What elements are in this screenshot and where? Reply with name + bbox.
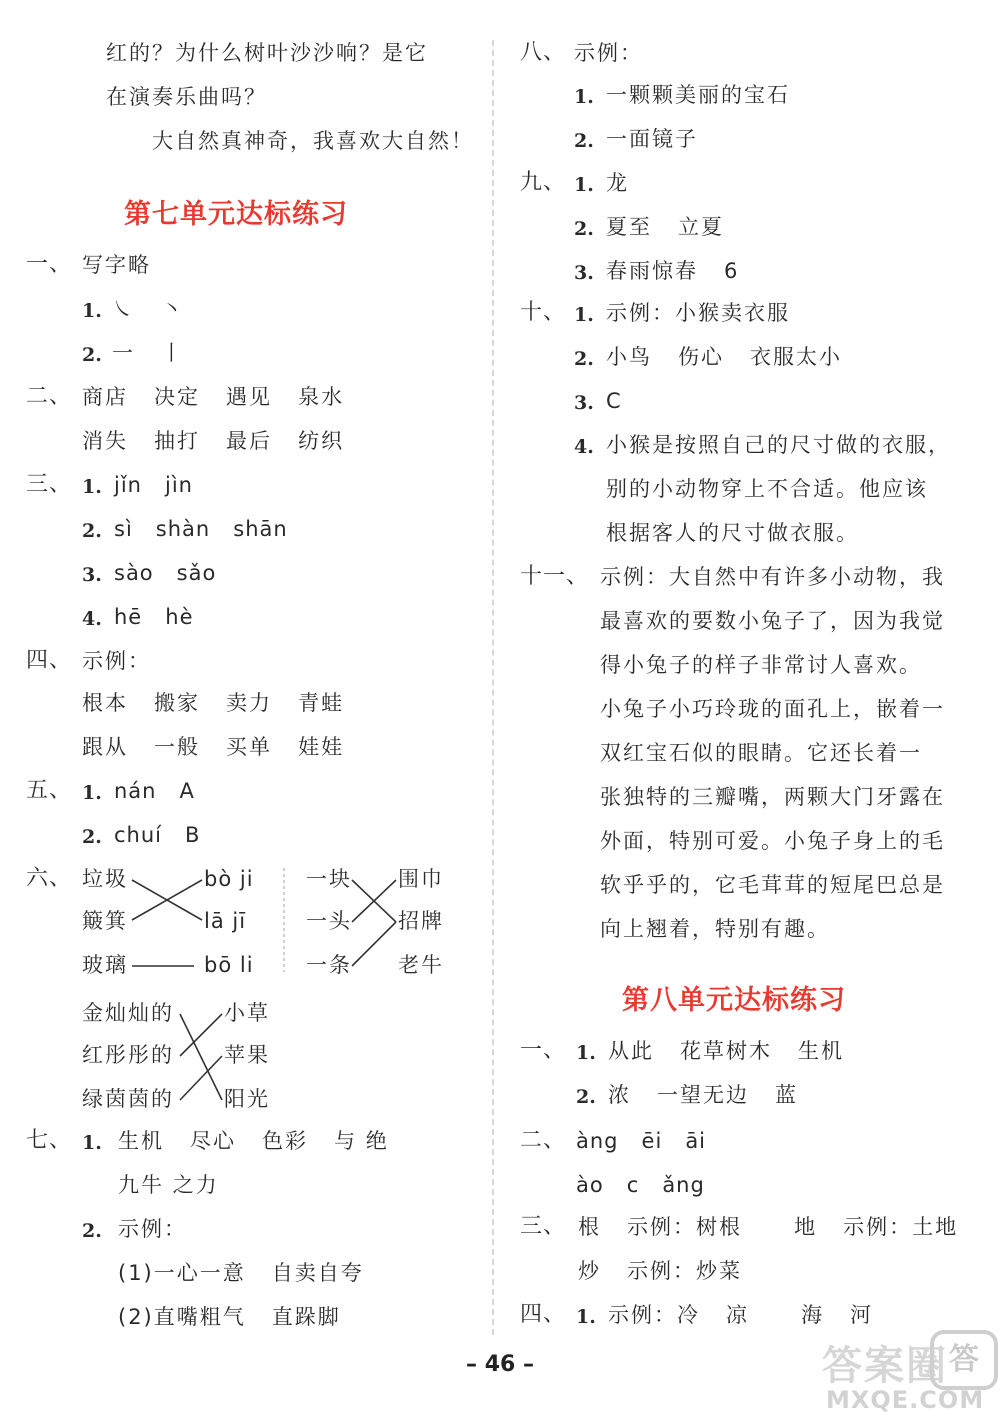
answer-text: 春雨惊春 6 bbox=[606, 259, 740, 283]
match-left-word: 垃圾 bbox=[82, 867, 128, 891]
match-line bbox=[352, 880, 396, 922]
match-right-pinyin: bō li bbox=[204, 953, 254, 977]
essay-line: 外面，特别可爱。小兔子身上的毛 bbox=[600, 829, 945, 853]
match-right-pinyin: bò ji bbox=[204, 867, 254, 891]
answer-text: 别的小动物穿上不合适。他应该 bbox=[606, 477, 928, 501]
pinyin-answer: àng ēi āi bbox=[576, 1129, 707, 1153]
item-number: 1. bbox=[82, 476, 102, 498]
section-mark: 五、 bbox=[26, 778, 73, 803]
item-number: 4. bbox=[82, 608, 102, 630]
answer-text: 根据客人的尺寸做衣服。 bbox=[606, 521, 859, 545]
section-mark: 十一、 bbox=[520, 564, 590, 589]
text-line: 红的？为什么树叶沙沙响？是它 bbox=[106, 41, 428, 65]
answer-text: ㇏ ㇔ bbox=[112, 297, 185, 321]
essay-line: 小兔子小巧玲珑的面孔上，嵌着一 bbox=[600, 697, 945, 721]
answer-text: 示例： bbox=[118, 1217, 187, 1241]
essay-line: 软乎乎的，它毛茸茸的短尾巴总是 bbox=[600, 873, 945, 897]
item-number: 1. bbox=[574, 86, 594, 108]
answer-text: 写字略 bbox=[82, 253, 151, 277]
section-mark: 三、 bbox=[520, 1214, 567, 1239]
answer-text: (2)直嘴粗气 直跺脚 bbox=[118, 1305, 341, 1329]
item-number: 1. bbox=[574, 304, 594, 326]
match-line bbox=[180, 1056, 222, 1100]
answer-text: 根 示例：树根 地 示例：土地 bbox=[578, 1215, 959, 1239]
item-number: 3. bbox=[82, 564, 102, 586]
answer-text: 生机 尽心 色彩 与 绝 bbox=[118, 1129, 389, 1153]
essay-line: 向上翘着，特别有趣。 bbox=[600, 917, 830, 941]
item-number: 1. bbox=[82, 300, 102, 322]
answer-text: (1)一心一意 自卖自夸 bbox=[118, 1261, 364, 1285]
item-number: 1. bbox=[576, 1042, 596, 1064]
item-number: 2. bbox=[82, 344, 102, 366]
answer-text: 跟从 一般 买单 娃娃 bbox=[82, 735, 345, 759]
essay-line: 张独特的三瓣嘴，两颗大门牙露在 bbox=[600, 785, 945, 809]
pinyin-answer: chuí B bbox=[114, 823, 201, 847]
item-number: 1. bbox=[82, 1132, 102, 1154]
watermark-brand: 答案圈 bbox=[822, 1343, 948, 1389]
item-number: 2. bbox=[82, 1220, 102, 1242]
answer-text: 示例： bbox=[82, 649, 151, 673]
column-divider bbox=[492, 40, 494, 1335]
item-number: 2. bbox=[574, 130, 594, 152]
pinyin-answer: hē hè bbox=[114, 605, 194, 629]
section-mark: 十、 bbox=[520, 300, 567, 325]
item-number: 2. bbox=[82, 520, 102, 542]
match-right-word: 阳光 bbox=[224, 1087, 270, 1111]
match-right-pinyin: lā jī bbox=[204, 909, 247, 933]
match-left-word: 金灿灿的 bbox=[82, 1001, 174, 1025]
answer-text: 小鸟 伤心 衣服太小 bbox=[606, 345, 843, 369]
answer-text: 根本 搬家 卖力 青蛙 bbox=[82, 691, 345, 715]
section-mark: 三、 bbox=[26, 472, 73, 497]
pinyin-answer: sào sǎo bbox=[114, 561, 217, 585]
item-number: 1. bbox=[576, 1306, 596, 1328]
item-number: 4. bbox=[574, 436, 594, 458]
page-number: – 46 – bbox=[466, 1352, 534, 1377]
match-left-word: 一头 bbox=[306, 909, 352, 933]
answer-text: 从此 花草树木 生机 bbox=[608, 1039, 845, 1063]
unit-title: 第七单元达标练习 bbox=[124, 199, 348, 230]
watermark-url: MXQE.COM bbox=[826, 1386, 985, 1414]
match-right-word: 苹果 bbox=[224, 1043, 270, 1067]
item-number: 2. bbox=[576, 1086, 596, 1108]
match-right-word: 围巾 bbox=[398, 867, 444, 891]
section-mark: 四、 bbox=[26, 648, 73, 673]
answer-text: 示例：小猴卖衣服 bbox=[606, 301, 790, 325]
match-left-word: 红彤彤的 bbox=[82, 1043, 174, 1067]
item-number: 1. bbox=[82, 782, 102, 804]
match-left-word: 一块 bbox=[306, 867, 352, 891]
item-number: 2. bbox=[574, 348, 594, 370]
essay-line: 示例：大自然中有许多小动物，我 bbox=[600, 565, 945, 589]
section-mark: 六、 bbox=[26, 866, 73, 891]
item-number: 1. bbox=[574, 174, 594, 196]
unit-title: 第八单元达标练习 bbox=[622, 985, 846, 1016]
match-line bbox=[132, 880, 202, 920]
answer-text: 夏至 立夏 bbox=[606, 215, 725, 239]
section-mark: 七、 bbox=[26, 1128, 73, 1153]
essay-line: 得小兔子的样子非常讨人喜欢。 bbox=[600, 653, 922, 677]
answer-text: 小猴是按照自己的尺寸做的衣服， bbox=[606, 433, 951, 457]
match-left-word: 绿茵茵的 bbox=[82, 1087, 174, 1111]
answer-text: 一 丨 bbox=[112, 341, 185, 365]
pinyin-answer: jǐn jìn bbox=[114, 473, 193, 497]
answer-text: 浓 一望无边 蓝 bbox=[608, 1083, 799, 1107]
item-number: 3. bbox=[574, 262, 594, 284]
section-mark: 二、 bbox=[520, 1128, 567, 1153]
pinyin-answer: ào c ǎng bbox=[576, 1173, 705, 1197]
answer-text: 示例：冷 凉 海 河 bbox=[608, 1303, 874, 1327]
answer-text: 消失 抽打 最后 纺织 bbox=[82, 429, 345, 453]
answer-text: 炒 示例：炒菜 bbox=[578, 1259, 743, 1283]
answer-text: 一面镜子 bbox=[606, 127, 698, 151]
item-number: 2. bbox=[574, 218, 594, 240]
match-line bbox=[352, 922, 396, 966]
item-number: 3. bbox=[574, 392, 594, 414]
match-left-word: 一条 bbox=[306, 953, 352, 977]
section-mark: 二、 bbox=[26, 384, 73, 409]
pinyin-answer: nán A bbox=[114, 779, 195, 803]
essay-line: 最喜欢的要数小兔子了，因为我觉 bbox=[600, 609, 945, 633]
match-left-word: 玻璃 bbox=[82, 953, 128, 977]
answer-text: 龙 bbox=[606, 171, 629, 195]
match-line bbox=[180, 1014, 222, 1056]
match-right-word: 招牌 bbox=[398, 909, 444, 933]
watermark-seal-icon: 答 bbox=[930, 1330, 998, 1390]
text-line: 大自然真神奇，我喜欢大自然！ bbox=[152, 129, 474, 153]
essay-line: 双红宝石似的眼睛。它还长着一 bbox=[600, 741, 922, 765]
answer-text: 示例： bbox=[574, 41, 643, 65]
answer-text: 一颗颗美丽的宝石 bbox=[606, 83, 790, 107]
section-mark: 一、 bbox=[520, 1038, 567, 1063]
match-left-word: 簸箕 bbox=[82, 909, 128, 933]
match-line bbox=[180, 1014, 222, 1100]
section-mark: 九、 bbox=[520, 170, 567, 195]
match-right-word: 老牛 bbox=[398, 953, 444, 977]
answer-text: 九牛 之力 bbox=[118, 1173, 219, 1197]
pinyin-answer: sì shàn shān bbox=[114, 517, 288, 541]
section-mark: 一、 bbox=[26, 252, 73, 277]
section-mark: 四、 bbox=[520, 1302, 567, 1327]
section-mark: 八、 bbox=[520, 40, 567, 65]
answer-text: 商店 决定 遇见 泉水 bbox=[82, 385, 345, 409]
answer-text: C bbox=[606, 389, 622, 413]
item-number: 2. bbox=[82, 826, 102, 848]
match-line bbox=[132, 880, 202, 920]
match-line bbox=[352, 880, 396, 922]
match-right-word: 小草 bbox=[224, 1001, 270, 1025]
text-line: 在演奏乐曲吗？ bbox=[106, 85, 267, 109]
